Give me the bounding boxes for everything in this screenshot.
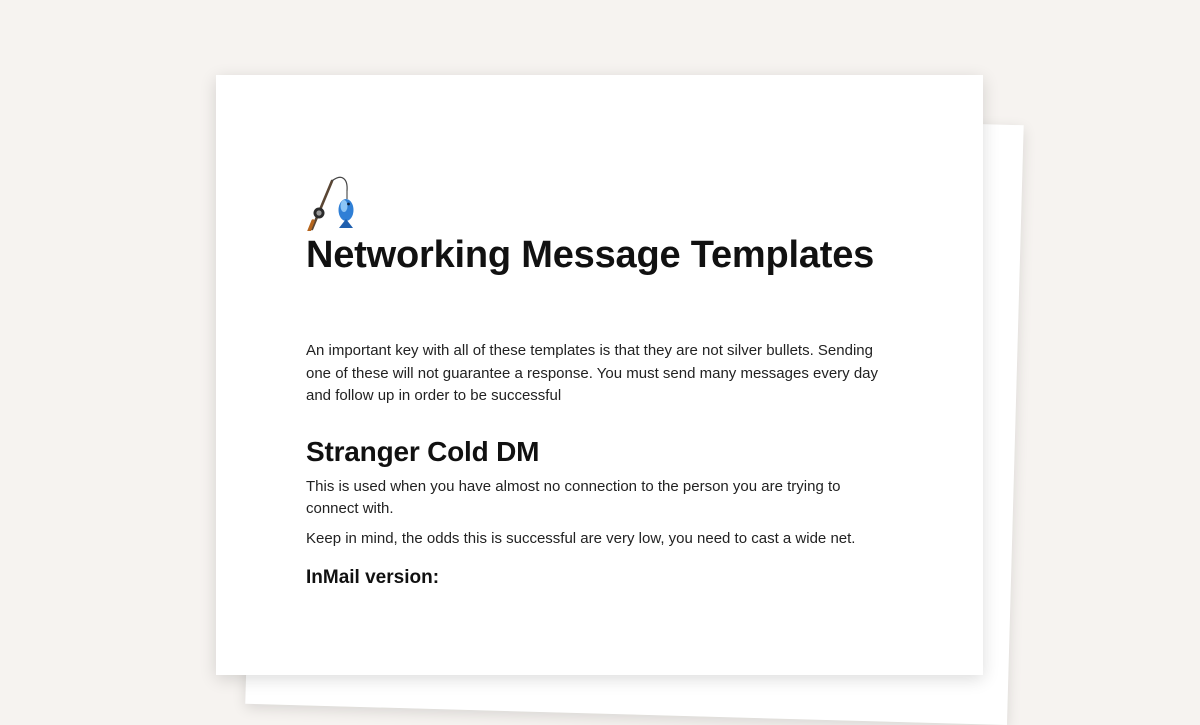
section-paragraph: Keep in mind, the odds this is successful are very low, you need to cast a wide net. — [306, 529, 856, 547]
intro-paragraph: An important key with all of these templates is that they are not silver bullets. Sending one of these will not guarantee a response. You must send many messages every day and follow up in order to be successful — [306, 342, 879, 404]
section-paragraph: This is used when you have almost no connection to the person you are trying to connect with. — [306, 477, 841, 517]
section-heading-stranger-cold-dm: Stranger Cold DM — [306, 435, 540, 467]
fishing-pole-icon — [306, 171, 366, 231]
document-page — [216, 75, 983, 675]
subheading-inmail-version: InMail version: — [306, 567, 440, 588]
document-content — [306, 171, 886, 590]
document-title: Networking Message Templates — [306, 234, 875, 276]
